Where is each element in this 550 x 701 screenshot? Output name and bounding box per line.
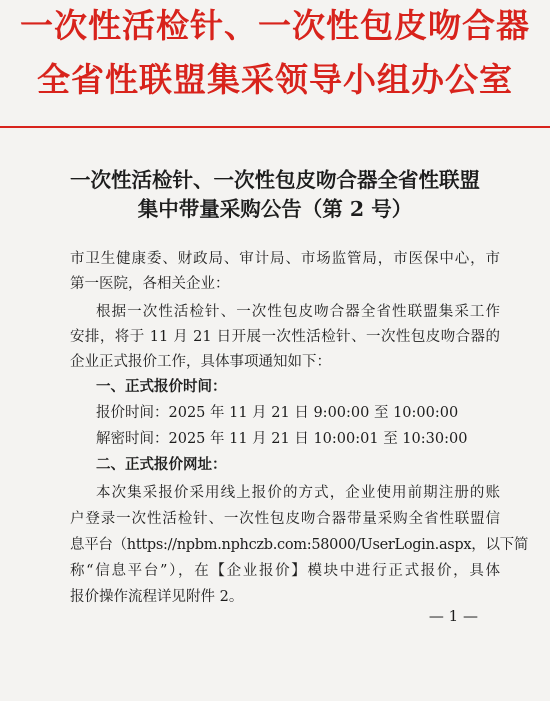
body-paragraph-line: 报价操作流程详见附件 2。 <box>70 589 244 605</box>
notice-title-line-2: 集中带量采购公告（第 2 号） <box>137 197 413 221</box>
page-number: — 1 — <box>428 607 478 625</box>
letterhead-line-2: 全省性联盟集采领导小组办公室 <box>37 60 513 99</box>
body-paragraph-line: 根据一次性活检针、一次性包皮吻合器全省性联盟集采工作 <box>96 304 500 320</box>
letterhead-line-1: 一次性活检针、一次性包皮吻合器 <box>20 6 530 45</box>
notice-title-line-1: 一次性活检针、一次性包皮吻合器全省性联盟 <box>70 168 480 192</box>
quote-time-line: 报价时间：2025 年 11 月 21 日 9:00:00 至 10:00:00 <box>96 405 459 421</box>
body-paragraph-line: 称“信息平台”），在【企业报价】模块中进行正式报价，具体 <box>70 563 500 579</box>
addressee-line: 市卫生健康委、财政局、审计局、市场监管局，市医保中心，市 <box>70 251 500 267</box>
body-paragraph-line: 户登录一次性活检针、一次性包皮吻合器带量采购全省性联盟信 <box>70 511 500 527</box>
section-heading-quote-url: 二、正式报价网址： <box>96 456 227 473</box>
letterhead-divider <box>0 126 550 128</box>
body-paragraph-line: 安排，将于 11 月 21 日开展一次性活检针、一次性包皮吻合器的 <box>70 329 500 345</box>
addressee-line: 第一医院，各相关企业： <box>70 276 230 292</box>
body-paragraph-line: 本次集采报价采用线上报价的方式，企业使用前期注册的账 <box>96 485 500 501</box>
body-paragraph-line: 企业正式报价工作，具体事项通知如下： <box>70 354 331 370</box>
section-heading-quote-time: 一、正式报价时间： <box>96 378 227 395</box>
platform-url-line: 息平台（https://npbm.nphczb.com:58000/UserLogin.aspx，以下简 <box>70 537 529 553</box>
decrypt-time-line: 解密时间：2025 年 11 月 21 日 10:00:01 至 10:30:00 <box>96 431 468 447</box>
